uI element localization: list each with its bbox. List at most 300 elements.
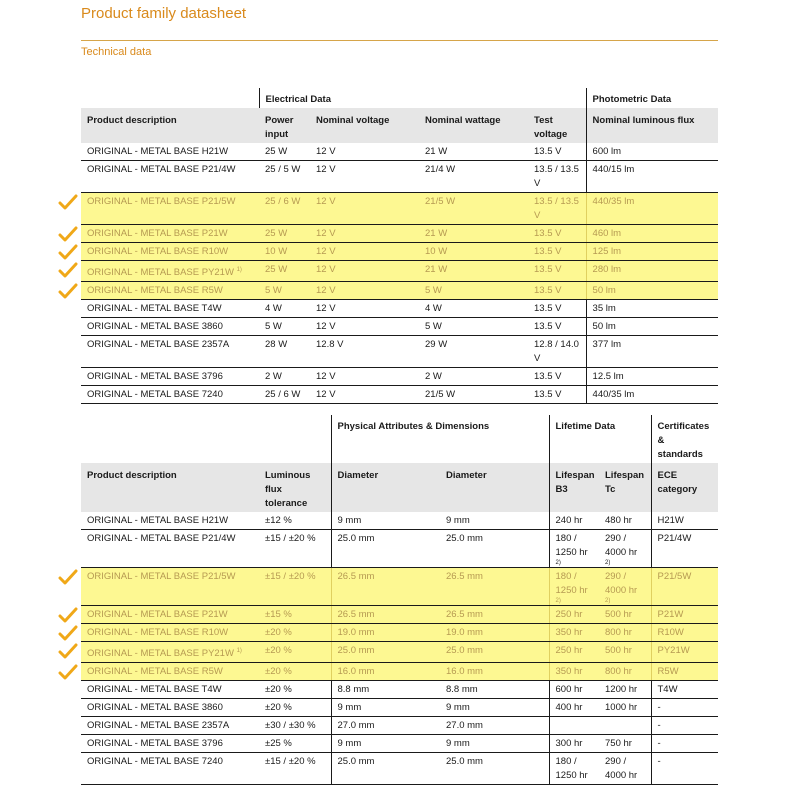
table-cell: [586, 161, 718, 193]
cell-text: 290 / 4000 hr: [605, 533, 638, 558]
table-cell: [419, 243, 528, 261]
cell-text: ORIGINAL - METAL BASE 3796: [87, 738, 223, 750]
table-row: [81, 512, 718, 530]
table-cell: [310, 282, 419, 300]
table-cell: [310, 193, 419, 225]
table-cell: [259, 606, 331, 624]
column-header: Luminous flux tolerance: [259, 463, 331, 512]
table-cell: [549, 512, 599, 530]
column-header: Nominal voltage: [310, 108, 419, 143]
cell-text: 2 W: [265, 371, 282, 383]
table-cell: [259, 663, 331, 681]
table-cell: [586, 386, 718, 404]
table-cell: [651, 753, 718, 785]
cell-text: ORIGINAL - METAL BASE R5W: [87, 285, 223, 297]
cell-text: 460 lm: [592, 228, 622, 239]
cell-text: 280 lm: [592, 264, 622, 275]
cell-text: R10W: [657, 627, 684, 638]
table-cell: [528, 193, 586, 225]
column-header: Test voltage: [528, 108, 586, 143]
section-title: Technical data: [81, 46, 152, 58]
table-cell: [440, 717, 549, 735]
table-cell: [310, 143, 419, 161]
table-cell: [259, 282, 310, 300]
table-cell: [549, 681, 599, 699]
table-cell: [81, 735, 259, 753]
electrical-photometric-table: [81, 88, 718, 404]
table-row: [81, 699, 718, 717]
cell-text: ORIGINAL - METAL BASE P21/5W: [87, 196, 236, 207]
table-cell: [81, 663, 259, 681]
table-cell: [440, 512, 549, 530]
cell-text: 5 W: [265, 285, 282, 297]
table-cell: [599, 568, 651, 606]
column-header: Product description: [81, 463, 259, 512]
table-cell: [259, 624, 331, 642]
table-cell: [549, 663, 599, 681]
group-lifetime: Lifetime Data: [549, 415, 651, 463]
table-cell: [81, 300, 259, 318]
column-header: Diameter: [331, 463, 440, 512]
table-row: [81, 368, 718, 386]
table-cell: [331, 753, 440, 785]
table-row: [81, 568, 718, 606]
cell-text: PY21W: [657, 645, 690, 656]
cell-text: ORIGINAL - METAL BASE T4W: [87, 303, 222, 315]
cell-text: 12 V: [316, 264, 336, 275]
table-cell: [528, 336, 586, 368]
cell-text: ±30 / ±30 %: [265, 720, 316, 732]
footnote-marker: 2): [605, 560, 611, 566]
table-cell: [419, 225, 528, 243]
footnote-marker: 2): [605, 598, 611, 604]
cell-text: ORIGINAL - METAL BASE 3860: [87, 702, 223, 714]
table-cell: [651, 568, 718, 606]
cell-text: 800 hr: [605, 666, 632, 678]
table-cell: [651, 681, 718, 699]
cell-text: ±15 / ±20 %: [265, 571, 316, 582]
cell-text: 9 mm: [446, 702, 470, 714]
table-cell: [419, 300, 528, 318]
title-divider: [81, 40, 718, 41]
cell-text: 26.5 mm: [337, 609, 375, 620]
cell-text: 440/35 lm: [592, 389, 635, 401]
table-cell: [259, 735, 331, 753]
footnote-marker: 1): [236, 267, 242, 273]
cell-text: 240 hr: [555, 515, 583, 526]
cell-text: 500 hr: [605, 645, 632, 656]
cell-text: 25.0 mm: [337, 756, 375, 768]
cell-text: 300 hr: [555, 738, 583, 750]
cell-text: 25.0 mm: [446, 645, 483, 656]
cell-text: -: [657, 720, 661, 732]
table-cell: [81, 161, 259, 193]
group-empty: [81, 415, 259, 463]
cell-text: P21W: [657, 609, 684, 620]
cell-text: 10 W: [425, 246, 448, 257]
cell-text: 21 W: [425, 146, 448, 157]
column-header: ECE category: [651, 463, 718, 512]
table-cell: [331, 624, 440, 642]
table-cell: [331, 663, 440, 681]
table-row: [81, 530, 718, 568]
cell-text: 12 V: [316, 246, 336, 257]
cell-text: ORIGINAL - METAL BASE T4W: [87, 684, 222, 696]
table-cell: [586, 225, 718, 243]
table-row: [81, 606, 718, 624]
cell-text: ±15 %: [265, 609, 292, 620]
cell-text: 440/35 lm: [592, 196, 635, 207]
footnote-marker: 2): [555, 598, 561, 604]
table-cell: [81, 368, 259, 386]
cell-text: R5W: [657, 666, 679, 678]
table-cell: [81, 753, 259, 785]
cell-text: ORIGINAL - METAL BASE PY21W: [87, 648, 234, 660]
cell-text: 750 hr: [605, 738, 632, 750]
table-row: [81, 282, 718, 300]
table-cell: [81, 568, 259, 606]
cell-text: 350 hr: [555, 627, 583, 638]
table-cell: [81, 318, 259, 336]
cell-text: 26.5 mm: [446, 609, 483, 620]
cell-text: 25.0 mm: [446, 756, 483, 768]
cell-text: 13.5 V: [534, 228, 562, 239]
cell-text: 12 V: [316, 321, 336, 333]
table-cell: [81, 642, 259, 663]
cell-text: 500 hr: [605, 609, 632, 620]
cell-text: 19.0 mm: [446, 627, 483, 638]
table-cell: [259, 368, 310, 386]
table-cell: [419, 368, 528, 386]
check-icon: [58, 262, 78, 278]
table-cell: [81, 606, 259, 624]
cell-text: ORIGINAL - METAL BASE PY21W: [87, 267, 234, 279]
cell-text: 250 hr: [555, 645, 583, 656]
table-cell: [259, 336, 310, 368]
check-icon: [58, 607, 78, 623]
table-cell: [599, 606, 651, 624]
cell-text: 27.0 mm: [446, 720, 483, 732]
table-cell: [440, 699, 549, 717]
cell-text: ORIGINAL - METAL BASE R5W: [87, 666, 223, 678]
table-cell: [440, 753, 549, 785]
table-cell: [586, 336, 718, 368]
table-cell: [440, 681, 549, 699]
cell-text: 290 / 4000 hr: [605, 571, 638, 596]
cell-text: 19.0 mm: [337, 627, 375, 638]
cell-text: 125 lm: [592, 246, 622, 257]
cell-text: 400 hr: [555, 702, 583, 714]
table-cell: [440, 735, 549, 753]
table-cell: [549, 606, 599, 624]
cell-text: 25 / 6 W: [265, 196, 301, 207]
cell-text: 9 mm: [337, 702, 362, 714]
cell-text: ORIGINAL - METAL BASE 2357A: [87, 339, 230, 351]
cell-text: 21 W: [425, 228, 448, 239]
cell-text: 50 lm: [592, 285, 616, 297]
column-header: Lifespan B3: [549, 463, 599, 512]
table-cell: [528, 282, 586, 300]
cell-text: ORIGINAL - METAL BASE H21W: [87, 146, 229, 157]
cell-text: 440/15 lm: [592, 164, 635, 175]
table-cell: [331, 735, 440, 753]
cell-text: 12 V: [316, 389, 336, 401]
table-cell: [419, 261, 528, 282]
table-row: [81, 225, 718, 243]
cell-text: 25.0 mm: [337, 533, 375, 544]
table-cell: [81, 530, 259, 568]
cell-text: 290 / 4000 hr: [605, 756, 638, 782]
cell-text: 10 W: [265, 246, 288, 257]
cell-text: ORIGINAL - METAL BASE R10W: [87, 246, 229, 257]
table-row: [81, 243, 718, 261]
cell-text: 16.0 mm: [337, 666, 375, 678]
table-row: [81, 642, 718, 663]
cell-text: ±15 / ±20 %: [265, 533, 316, 544]
table-cell: [599, 735, 651, 753]
cell-text: 8.8 mm: [446, 684, 478, 696]
table-cell: [259, 512, 331, 530]
cell-text: ORIGINAL - METAL BASE P21W: [87, 609, 228, 620]
cell-text: 180 / 1250 hr: [555, 533, 588, 558]
table-cell: [331, 681, 440, 699]
table-cell: [259, 642, 331, 663]
cell-text: 9 mm: [337, 738, 362, 750]
table-cell: [81, 193, 259, 225]
cell-text: 4 W: [265, 303, 282, 315]
cell-text: 13.5 V: [534, 321, 562, 333]
cell-text: 25 / 6 W: [265, 389, 301, 401]
table-row: [81, 753, 718, 785]
table-cell: [81, 143, 259, 161]
table-cell: [259, 681, 331, 699]
cell-text: 1000 hr: [605, 702, 638, 714]
table-cell: [81, 243, 259, 261]
table-cell: [586, 282, 718, 300]
table-cell: [599, 624, 651, 642]
cell-text: 4 W: [425, 303, 442, 315]
table-cell: [259, 225, 310, 243]
cell-text: 16.0 mm: [446, 666, 483, 678]
table-cell: [259, 717, 331, 735]
table-cell: [528, 243, 586, 261]
table-cell: [259, 568, 331, 606]
cell-text: 12 V: [316, 196, 336, 207]
cell-text: 13.5 / 13.5 V: [534, 196, 579, 221]
cell-text: 2 W: [425, 371, 442, 383]
table-cell: [651, 717, 718, 735]
cell-text: 28 W: [265, 339, 288, 351]
table-cell: [651, 606, 718, 624]
table-cell: [419, 161, 528, 193]
cell-text: ORIGINAL - METAL BASE H21W: [87, 515, 229, 526]
table-cell: [81, 512, 259, 530]
table-row: [81, 624, 718, 642]
table-cell: [586, 243, 718, 261]
table-cell: [419, 193, 528, 225]
table-cell: [599, 753, 651, 785]
cell-text: 25 / 5 W: [265, 164, 301, 175]
table-cell: [440, 663, 549, 681]
cell-text: 12 V: [316, 228, 336, 239]
cell-text: 21 W: [425, 264, 448, 275]
cell-text: 12 V: [316, 371, 336, 383]
cell-text: 50 lm: [592, 321, 616, 333]
cell-text: T4W: [657, 684, 678, 696]
cell-text: ORIGINAL - METAL BASE 2357A: [87, 720, 230, 732]
cell-text: 5 W: [265, 321, 282, 333]
table-cell: [331, 699, 440, 717]
table-cell: [528, 161, 586, 193]
table-cell: [81, 336, 259, 368]
table-cell: [549, 699, 599, 717]
table-row: [81, 143, 718, 161]
check-icon: [58, 625, 78, 641]
table-row: [81, 336, 718, 368]
group-empty: [81, 88, 259, 108]
table-cell: [528, 318, 586, 336]
table-row: [81, 717, 718, 735]
table-cell: [259, 193, 310, 225]
table-cell: [528, 261, 586, 282]
cell-text: 12 V: [316, 285, 336, 297]
cell-text: ORIGINAL - METAL BASE P21/4W: [87, 533, 236, 544]
cell-text: 600 lm: [592, 146, 622, 157]
cell-text: 350 hr: [555, 666, 583, 678]
table-cell: [310, 243, 419, 261]
group-physical: Physical Attributes & Dimensions: [331, 415, 549, 463]
table-cell: [259, 243, 310, 261]
table-cell: [549, 642, 599, 663]
cell-text: 180 / 1250 hr: [555, 756, 588, 782]
cell-text: 180 / 1250 hr: [555, 571, 588, 596]
cell-text: 250 hr: [555, 609, 583, 620]
table-cell: [651, 530, 718, 568]
check-icon: [58, 244, 78, 260]
table-cell: [528, 386, 586, 404]
table-cell: [528, 300, 586, 318]
cell-text: 800 hr: [605, 627, 632, 638]
table-cell: [651, 699, 718, 717]
table-cell: [81, 225, 259, 243]
table-cell: [259, 530, 331, 568]
table-cell: [310, 225, 419, 243]
table-cell: [651, 512, 718, 530]
table-cell: [259, 699, 331, 717]
table-cell: [651, 663, 718, 681]
cell-text: P21/5W: [657, 571, 692, 582]
cell-text: 25 W: [265, 146, 288, 157]
table-cell: [310, 368, 419, 386]
check-icon: [58, 194, 78, 210]
column-header: Diameter: [440, 463, 549, 512]
table-cell: [81, 261, 259, 282]
cell-text: 12 V: [316, 303, 336, 315]
group-empty: [259, 415, 331, 463]
cell-text: ORIGINAL - METAL BASE 3796: [87, 371, 223, 383]
cell-text: 21/4 W: [425, 164, 456, 175]
table-row: [81, 193, 718, 225]
table-cell: [259, 300, 310, 318]
table-cell: [81, 282, 259, 300]
check-icon: [58, 664, 78, 680]
table-cell: [440, 568, 549, 606]
check-icon: [58, 283, 78, 299]
table-cell: [440, 530, 549, 568]
column-header: Power input: [259, 108, 310, 143]
table-cell: [586, 143, 718, 161]
table-cell: [310, 300, 419, 318]
cell-text: 26.5 mm: [446, 571, 483, 582]
cell-text: 25.0 mm: [446, 533, 483, 544]
table-cell: [81, 624, 259, 642]
cell-text: ORIGINAL - METAL BASE P21/5W: [87, 571, 236, 582]
cell-text: 12.5 lm: [592, 371, 624, 383]
table-cell: [331, 717, 440, 735]
table-cell: [528, 225, 586, 243]
cell-text: 13.5 V: [534, 146, 562, 157]
check-icon: [58, 226, 78, 242]
table-row: [81, 161, 718, 193]
cell-text: 13.5 V: [534, 371, 562, 383]
cell-text: P21/4W: [657, 533, 692, 544]
table-row: [81, 735, 718, 753]
check-icon: [58, 569, 78, 585]
table-row: [81, 681, 718, 699]
cell-text: 13.5 V: [534, 246, 562, 257]
footnote-marker: 1): [236, 648, 242, 654]
table-cell: [440, 642, 549, 663]
cell-text: 12 V: [316, 164, 336, 175]
cell-text: 35 lm: [592, 303, 616, 315]
table-cell: [549, 717, 599, 735]
cell-text: 9 mm: [446, 738, 470, 750]
cell-text: 13.5 V: [534, 303, 562, 315]
cell-text: -: [657, 702, 661, 714]
cell-text: ORIGINAL - METAL BASE P21/4W: [87, 164, 236, 175]
table-cell: [259, 318, 310, 336]
table-cell: [331, 642, 440, 663]
cell-text: ORIGINAL - METAL BASE 3860: [87, 321, 223, 333]
cell-text: ±20 %: [265, 627, 292, 638]
group-certificates: Certificates & standards: [651, 415, 718, 463]
cell-text: 29 W: [425, 339, 448, 351]
table-cell: [81, 699, 259, 717]
table-cell: [599, 699, 651, 717]
table-cell: [419, 386, 528, 404]
cell-text: 21/5 W: [425, 389, 456, 401]
cell-text: 9 mm: [337, 515, 362, 526]
table-cell: [310, 161, 419, 193]
cell-text: 1200 hr: [605, 684, 638, 696]
cell-text: ±15 / ±20 %: [265, 756, 316, 768]
table-cell: [81, 386, 259, 404]
cell-text: ORIGINAL - METAL BASE P21W: [87, 228, 228, 239]
table-row: [81, 318, 718, 336]
table-cell: [651, 642, 718, 663]
table-cell: [259, 753, 331, 785]
table-cell: [586, 368, 718, 386]
column-header: Lifespan Tc: [599, 463, 651, 512]
table-cell: [419, 336, 528, 368]
cell-text: 27.0 mm: [337, 720, 375, 732]
cell-text: 25 W: [265, 228, 288, 239]
table-cell: [549, 753, 599, 785]
table-cell: [331, 512, 440, 530]
table-cell: [528, 368, 586, 386]
cell-text: ±20 %: [265, 666, 292, 678]
cell-text: 480 hr: [605, 515, 632, 526]
